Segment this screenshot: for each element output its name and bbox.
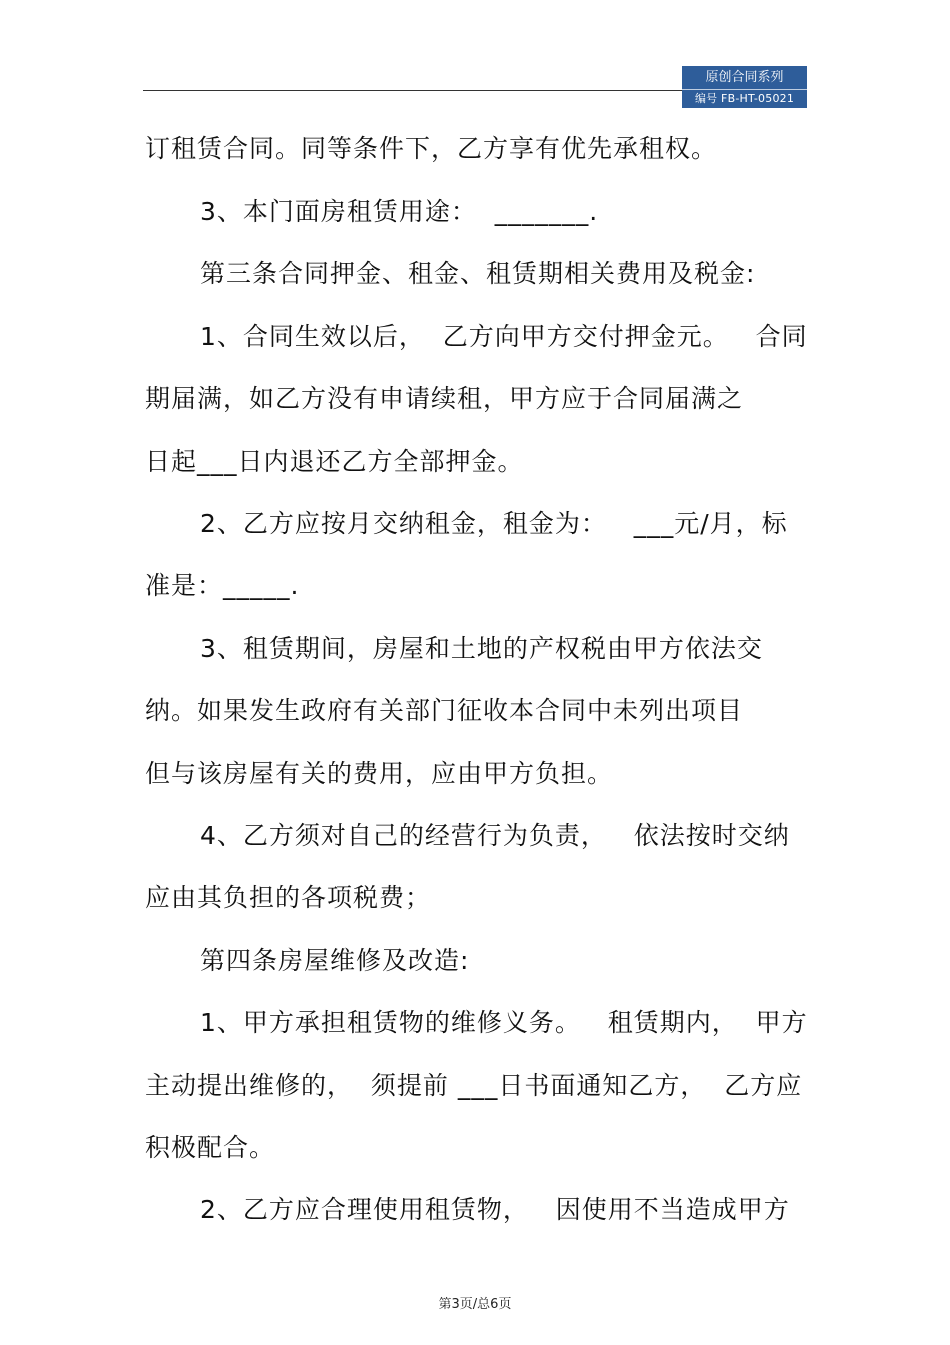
text-line: 主动提出维修的， 须提前 ___日书面通知乙方， 乙方应 xyxy=(145,1071,803,1100)
text-line: 订租赁合同。同等条件下，乙方享有优先承租权。 xyxy=(145,134,718,163)
text-line: 3、租赁期间，房屋和土地的产权税由甲方依法交 xyxy=(200,634,763,663)
text-line: 1、甲方承担租赁物的维修义务。 租赁期内， 甲方 xyxy=(200,1008,808,1037)
text-line: 4、乙方须对自己的经营行为负责， 依法按时交纳 xyxy=(200,821,790,850)
text-line: 准是：_____. xyxy=(145,571,300,600)
text-line: 2、乙方应合理使用租赁物， 因使用不当造成甲方 xyxy=(200,1195,790,1224)
text-line: 日起___日内退还乙方全部押金。 xyxy=(145,447,524,476)
text-line: 3、本门面房租赁用途： _______. xyxy=(200,197,599,226)
document-code: 编号 FB-HT-05021 xyxy=(694,92,795,105)
text-line: 纳。如果发生政府有关部门征收本合同中未列出项目 xyxy=(145,696,744,725)
text-line: 期届满，如乙方没有申请续租，甲方应于合同届满之 xyxy=(145,384,744,413)
text-line: 积极配合。 xyxy=(145,1133,276,1162)
text-line: 应由其负担的各项税费； xyxy=(145,883,432,912)
page-indicator: 第3页/总6页 xyxy=(438,1297,512,1312)
text-line: 1、合同生效以后， 乙方向甲方交付押金元。 合同 xyxy=(200,322,808,351)
text-line: 2、乙方应按月交纳租金，租金为： ___元/月，标 xyxy=(200,509,788,538)
section-heading: 第三条合同押金、租金、租赁期相关费用及税金: xyxy=(200,259,756,288)
section-heading: 第四条房屋维修及改造: xyxy=(200,946,470,975)
series-title: 原创合同系列 xyxy=(705,70,784,85)
text-line: 但与该房屋有关的费用，应由甲方负担。 xyxy=(145,759,614,788)
series-badge xyxy=(682,66,807,108)
